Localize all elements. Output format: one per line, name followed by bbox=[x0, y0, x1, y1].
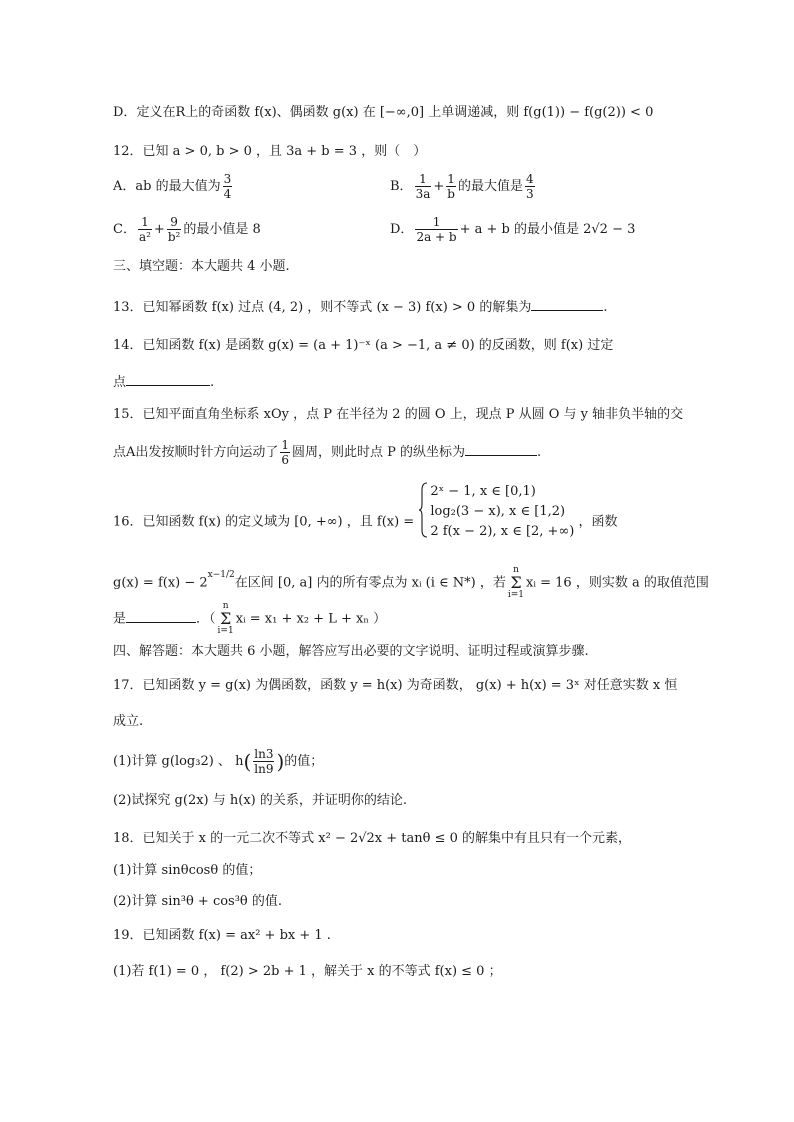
fraction bbox=[167, 215, 182, 244]
numerator: 1 bbox=[138, 215, 152, 230]
operator: + bbox=[433, 179, 445, 194]
question-text: 的值； bbox=[284, 754, 324, 769]
option-text: 的最大值是 bbox=[457, 179, 523, 194]
answer-blank[interactable] bbox=[126, 610, 196, 623]
question-text: ，函数 bbox=[578, 514, 618, 530]
sum-lower: i=1 bbox=[217, 626, 234, 636]
numerator: 3 bbox=[223, 172, 232, 186]
fraction bbox=[415, 172, 432, 201]
operator: + bbox=[153, 222, 165, 237]
question-13 bbox=[113, 298, 607, 317]
punctuation: . bbox=[210, 375, 215, 390]
numerator: ln3 bbox=[254, 747, 274, 761]
option-label: B． bbox=[390, 179, 413, 194]
question-16-line1 bbox=[113, 482, 618, 562]
question-19-line1: 19．已知函数 f(x) = ax² + bx + 1 . bbox=[113, 928, 331, 943]
question-text: 圆周，则此时点 P 的纵坐标为 bbox=[292, 445, 466, 460]
question-17-part2: (2)试探究 g(2x) 与 h(x) 的关系，并证明你的结论. bbox=[113, 793, 407, 808]
exponent: x−1/2 bbox=[207, 570, 235, 581]
option-d-prev bbox=[113, 104, 653, 122]
case-1: 2ˣ − 1, x ∈ [0,1) bbox=[430, 484, 536, 499]
case-2: log₂(3 − x), x ∈ [1,2) bbox=[430, 504, 566, 519]
denominator: 3a bbox=[415, 187, 431, 201]
fraction bbox=[415, 215, 457, 244]
question-14-line1: 14．已知函数 f(x) 是函数 g(x) = (a + 1)⁻ˣ (a > −1, a ≠ 0) 的反函数，则 f(x) 过定 bbox=[113, 338, 614, 353]
fraction bbox=[280, 438, 290, 467]
option-text: 的最小值是 8 bbox=[183, 222, 261, 237]
fraction bbox=[138, 215, 152, 244]
question-16-line2 bbox=[113, 566, 709, 600]
q12-option-d bbox=[390, 215, 635, 244]
punctuation: . bbox=[603, 300, 608, 315]
question-18-part1: (1)计算 sinθcosθ 的值； bbox=[113, 863, 262, 878]
punctuation: . bbox=[537, 445, 542, 460]
question-text: 是 bbox=[113, 611, 127, 627]
question-text: 点 bbox=[113, 375, 127, 390]
question-17-line2: 成立. bbox=[113, 714, 144, 729]
question-text: (1)计算 g(log₃2) 、 h bbox=[113, 754, 244, 769]
fraction bbox=[253, 747, 274, 776]
question-15-line1: 15．已知平面直角坐标系 xOy ，点 P 在半径为 2 的圆 O 上，现点 P 从圆 O 与 y 轴非负半轴的交 bbox=[113, 407, 684, 422]
question-text: g(x) = f(x) − 2 bbox=[113, 575, 208, 591]
question-18-line1: 18．已知关于 x 的一元二次不等式 x² − 2√2x + tanθ ≤ 0 的解集中有且只有一个元素， bbox=[113, 831, 632, 846]
section-heading-solutions: 四、解答题：本大题共 6 小题，解答应写出必要的文字说明、证明过程或演算步骤. bbox=[113, 644, 589, 659]
numerator: 9 bbox=[167, 215, 182, 230]
option-text: + a + b 的最小值是 2√2 − 3 bbox=[459, 222, 636, 237]
section-heading-fill-in: 三、填空题：本大题共 4 小题. bbox=[113, 259, 290, 274]
denominator: 4 bbox=[223, 187, 232, 201]
sum-upper: n bbox=[513, 565, 519, 575]
option-label: D． bbox=[113, 105, 137, 120]
question-16-line3 bbox=[113, 602, 386, 636]
question-text: 13．已知幂函数 f(x) 过点 (4, 2) ，则不等式 (x − 3) f(x) > 0 的解集为 bbox=[113, 300, 532, 315]
question-12-stem: 12．已知 a > 0, b > 0 ，且 3a + b = 3 ，则（ ） bbox=[113, 144, 427, 159]
denominator: b bbox=[447, 187, 455, 201]
numerator: 1 bbox=[281, 438, 290, 452]
summation-symbol: n Σ i=1 bbox=[217, 601, 234, 636]
option-label: D． bbox=[390, 222, 414, 237]
option-label: A． bbox=[113, 179, 136, 194]
option-label: C． bbox=[113, 222, 136, 237]
denominator: 6 bbox=[281, 453, 290, 467]
numerator: 1 bbox=[415, 215, 457, 230]
denominator: b² bbox=[167, 230, 181, 244]
summation-symbol: n Σ i=1 bbox=[507, 565, 525, 600]
question-text: 16．已知函数 f(x) 的定义域为 [0, +∞) ，且 f(x) = bbox=[113, 514, 415, 530]
q12-option-a bbox=[113, 172, 234, 201]
answer-blank[interactable] bbox=[531, 298, 603, 311]
fraction bbox=[525, 172, 535, 201]
option-text: ab 的最大值为 bbox=[135, 179, 221, 194]
answer-blank[interactable] bbox=[126, 373, 210, 386]
sum-lower: i=1 bbox=[507, 590, 525, 600]
question-17-part1: (1)计算 g(log₃2) 、 h( $\frac{\ln 3}{\ln 9}$ )的值； bbox=[113, 747, 324, 776]
option-text: 定义在R上的奇函数 f(x)、偶函数 g(x) 在 [−∞,0] 上单调递减，则 f(g(1)) − f(g(2)) < 0 bbox=[136, 105, 654, 120]
q12-option-b bbox=[390, 172, 537, 201]
question-18-part2: (2)计算 sin³θ + cos³θ 的值. bbox=[113, 894, 283, 909]
q12-option-c bbox=[113, 215, 261, 244]
piecewise-cases bbox=[430, 482, 574, 542]
question-14-line2 bbox=[113, 373, 214, 392]
piecewise-definition bbox=[418, 482, 574, 562]
question-15-line2 bbox=[113, 438, 541, 467]
fraction bbox=[446, 172, 456, 201]
question-text: ．（ bbox=[196, 611, 216, 627]
question-text: 在区间 [0, a] 内的所有零点为 xᵢ (i ∈ N*) ，若 bbox=[234, 575, 506, 591]
numerator: 4 bbox=[525, 172, 534, 186]
denominator: a² bbox=[138, 230, 151, 244]
question-19-part1: (1)若 f(1) = 0 ， f(2) > 2b + 1 ，解关于 x 的不等式 f(x) ≤ 0 ； bbox=[113, 964, 502, 979]
case-3: 2 f(x − 2), x ∈ [2, +∞) bbox=[430, 524, 575, 539]
question-text: xᵢ = 16 ，则实数 a 的取值范围 bbox=[526, 575, 709, 591]
question-text: xᵢ = x₁ + x₂ + L + xₙ ） bbox=[235, 611, 387, 627]
numerator: 1 bbox=[447, 172, 455, 186]
denominator: 2a + b bbox=[416, 230, 457, 244]
denominator: 3 bbox=[525, 187, 534, 201]
fraction bbox=[223, 172, 233, 201]
sum-upper: n bbox=[222, 601, 229, 611]
numerator: 1 bbox=[415, 172, 432, 187]
answer-blank[interactable] bbox=[465, 443, 537, 456]
question-text: 点A出发按顺时针方向运动了 bbox=[113, 445, 279, 460]
denominator: ln9 bbox=[254, 762, 274, 776]
question-17-line1: 17．已知函数 y = g(x) 为偶函数，函数 y = h(x) 为奇函数， g(x) + h(x) = 3ˣ 对任意实数 x 恒 bbox=[113, 678, 678, 693]
left-brace-icon bbox=[418, 482, 428, 538]
